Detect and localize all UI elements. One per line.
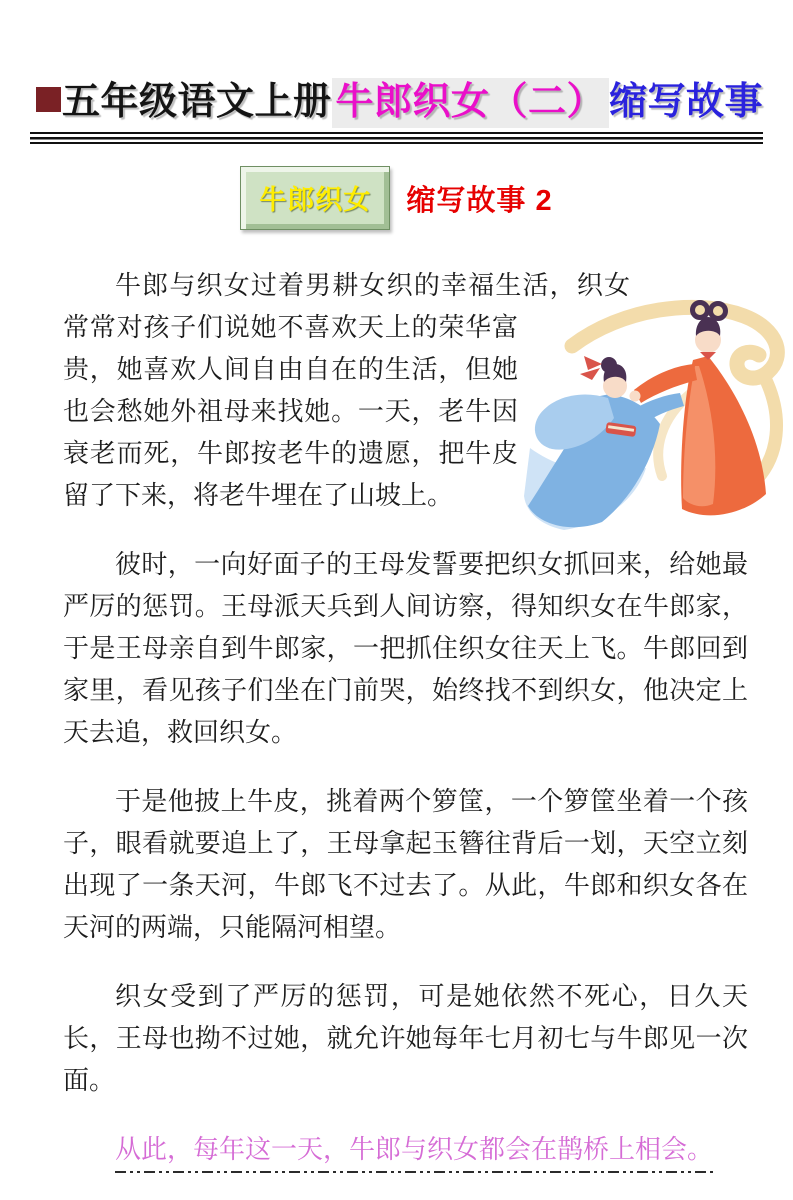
story-paragraph-4 (63, 975, 748, 1101)
badge-side-label: 缩写故事 2 (406, 184, 553, 217)
page-title (62, 78, 764, 126)
paragraph-text: 牛郎与织女过着男耕女织的幸福生活，织女常常对孩子们说她不喜欢天上的荣华富贵，她喜欢人间自由自在的生活，但她也会愁她外祖母来找她。一天，老牛因衰老而死，牛郎按老牛的遗愿，把牛皮留了下来，将老牛埋在了山坡上。 (63, 270, 630, 510)
paragraph-text: 于是他披上牛皮，挑着两个箩筐，一个箩筐坐着一个孩子，眼看就要追上了，王母拿起玉簪往背后一划，天空立刻出现了一条天河，牛郎飞不过去了。从此，牛郎和织女各在天河的两端，只能隔河相望。 (63, 786, 748, 942)
story-badge-button: 牛郎织女 (240, 166, 390, 230)
story-content (63, 264, 748, 1170)
final-line-text: 从此，每年这一天，牛郎与织女都会在鹊桥上相会。 (115, 1134, 713, 1173)
corner-square (36, 87, 61, 112)
title-grade-part: 五年级语文上册 (62, 81, 332, 123)
badge-row (0, 166, 793, 230)
couple-illustration (512, 298, 790, 532)
story-paragraph-2 (63, 543, 748, 753)
illustration-float (518, 264, 748, 532)
story-paragraph-3 (63, 780, 748, 948)
paragraph-text: 织女受到了严厉的惩罚，可是她依然不死心，日久天长，王母也拗不过她，就允许她每年七月初七与牛郎见一次面。 (63, 981, 748, 1095)
worksheet-page (0, 78, 793, 1200)
paragraph-text: 彼时，一向好面子的王母发誓要把织女抓回来，给她最严厉的惩罚。王母派天兵到人间访察，得知织女在牛郎家，于是王母亲自到牛郎家，一把抓住织女往天上飞。牛郎回到家里，看见孩子们坐在门前哭，始终找不到织女，他决定上天去追，救回织女。 (63, 549, 748, 747)
story-final-line (63, 1128, 748, 1170)
title-task-part: 缩写故事 (609, 81, 764, 123)
story-paragraph-1 (63, 264, 748, 516)
title-story-part: 牛郎织女（二） (332, 78, 610, 128)
title-divider (30, 132, 763, 144)
